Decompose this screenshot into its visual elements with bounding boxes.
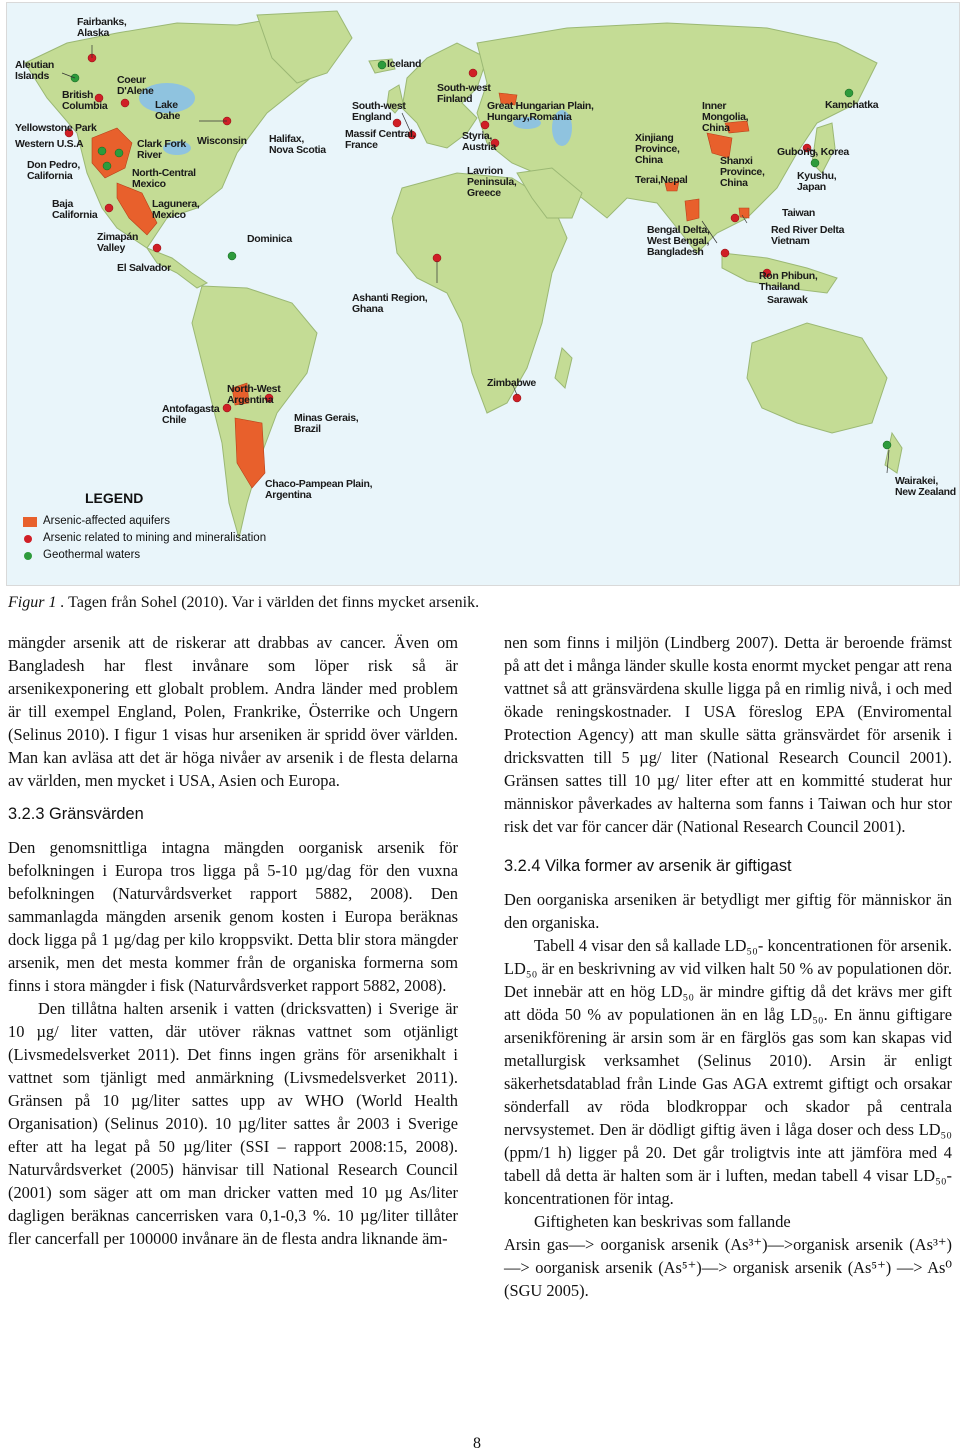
map-label-western-usa: Western U.S.A <box>15 138 84 150</box>
geothermal-dot <box>883 441 891 449</box>
map-label-sw-england: South-west England <box>352 100 406 123</box>
geothermal-dot <box>98 147 106 155</box>
paragraph: Den genomsnittliga intagna mängden oorganisk arsenik för befolkningen i Europa tros ligga på 5-10 µg/dag för den vuxna befolkningen (Naturvårdsverket rapport 5882, 2008). Den sammanlagda mängden arsenik genom kosten i Europa beräknas dock ligga på 1 µg/dag per kilo kroppsvikt. Detta blir stora mängder arsenik, men det mesta kommer från de organiska formerna som finns i stora mängder i fisk (Naturvårdsverket rapport 5882, 2008). <box>8 838 458 995</box>
map-label-zimapan: Zimapán Valley <box>97 231 139 254</box>
mining-dot <box>105 204 113 212</box>
geothermal-dot <box>228 252 236 260</box>
map-label-wairakei: Wairakei, New Zealand <box>895 475 956 498</box>
map-label-fairbanks: Fairbanks, Alaska <box>77 16 127 39</box>
map-label-sarawak: Sarawak <box>767 294 808 306</box>
legend-label: Arsenic related to mining and mineralisation <box>43 532 267 544</box>
map-label-aleutian: Aleutian Islands <box>15 59 55 82</box>
mining-dot <box>731 214 739 222</box>
map-label-bengal: Bengal Delta, West Bengal, Bangladesh <box>647 224 710 258</box>
geothermal-dot <box>845 89 853 97</box>
world-map-figure <box>6 2 960 586</box>
mining-dot <box>121 99 129 107</box>
map-label-sw-finland: South-west Finland <box>437 82 491 105</box>
map-label-antofagasta: Antofagasta Chile <box>162 403 220 426</box>
map-label-inner-mongolia: Inner Mongolia, China <box>702 100 749 134</box>
map-label-red-river: Red River Delta Vietnam <box>771 224 845 247</box>
page-number: 8 <box>473 1435 481 1452</box>
right-column <box>504 631 952 1302</box>
paragraph: Giftigheten kan beskrivas som fallande <box>534 1212 791 1231</box>
map-label-lagunera: Lagunera, Mexico <box>152 198 200 221</box>
map-label-terai: Terai,Nepal <box>635 174 688 186</box>
section-heading: 3.2.3 Gränsvärden <box>8 805 144 823</box>
legend-item-mining <box>15 531 375 548</box>
aquifer-bengal <box>685 199 699 221</box>
map-label-nw-argentina: North-West Argentina <box>227 383 281 406</box>
mining-dot <box>513 394 521 402</box>
paragraph: Arsin gas—> oorganisk arsenik (As³⁺)—>organisk arsenik (As³⁺)—> oorganisk arsenik (As⁵⁺)—> organisk arsenik (As⁵⁺) —> As⁰ (SGU 2005). <box>504 1235 952 1300</box>
map-label-yellowstone: Yellowstone Park <box>15 122 97 134</box>
paragraph: Den oorganiska arseniken är betydligt mer giftig för människor än den organiska. <box>504 890 952 932</box>
map-label-xinjiang: Xinjiang Province, China <box>635 132 680 166</box>
mining-dot <box>721 249 729 257</box>
paragraph: Tabell 4 visar den så kallade LD₅₀- koncentrationen för arsenik. LD₅₀ är en beskrivning av vid vilken halt 50 % av populationen dör. Det innebär att en hög LD₅₀ är mindre giftig då det krävs mer gift att döda 50 % av populationen än en låg LD₅₀. En ännu giftigare arsenikförening är arsin som är en färglös gas som kan skapas vid metallurgisk verksamhet (Selinus 2010). Arsin är enligt säkerhetsdatablad från Linde Gas AGA extremt giftigt och orsakar sönderfall av röda blodkroppar och skador på centrala nervsystemet. Den är dödligt giftig även i låga doser och dess LD₅₀ (ppm/1 h) ligger på 20. Det går troligtvis inte att jämföra med 4 tabell då detta är halten som är i luften, medan tabell 4 visar LD₅₀- koncentrationen för intag. <box>504 936 952 1208</box>
aquifer-red-river <box>739 208 749 218</box>
caption-text: Tagen från Sohel (2010). Var i världen det finns mycket arsenik. <box>64 594 480 611</box>
madagascar-landmass <box>555 348 572 388</box>
map-label-don-pedro: Don Pedro, California <box>27 159 81 182</box>
caption-label: Figur 1 . <box>8 594 65 611</box>
map-label-wisconsin: Wisconsin <box>197 135 247 147</box>
section-heading: 3.2.4 Vilka former av arsenik är giftigast <box>504 857 792 875</box>
paragraph: Den tillåtna halten arsenik i vatten (dricksvatten) i Sverige är 10 µg/ liter vatten, där utöver räknas vattnet som otjänligt (Livsmedelsverket 2011). Det finns ingen gräns för arsenikhalt i vattnet som tjänligt med anmärkning (Livsmedelsverket 2011). Gränsen på 10 µg/liter sattes upp av WHO (World Health Organisation) (Selinus 2010). 10 µg/liter sattes år 2003 i Sverige efter att ha legat på 50 µg/liter (SSI – rapport 2008:15, 2008). Naturvårdsverket (2005) hänvisar till National Research Council (2001) som säger att om man dricker vatten med 10 µg As/liter dagligen beräknas cancerrisken vara 0,1-0,3 %. 10 µg/liter tillåter fler cancerfall per 100000 invånare än de flesta andra liknande äm- <box>8 999 458 1248</box>
map-label-ashanti: Ashanti Region, Ghana <box>352 292 428 315</box>
figure-caption <box>8 594 479 612</box>
map-label-north-central: North-Central Mexico <box>132 167 196 190</box>
map-label-halifax: Halifax, Nova Scotia <box>269 133 326 156</box>
map-label-gubong: Gubong, Korea <box>777 146 849 158</box>
map-label-iceland: Iceland <box>387 58 422 70</box>
mining-dot <box>153 244 161 252</box>
legend-title: LEGEND <box>85 490 144 506</box>
map-label-clark-fork: Clark Fork River <box>137 138 186 161</box>
map-label-el-salvador: El Salvador <box>117 262 171 274</box>
map-label-kamchatka: Kamchatka <box>825 99 879 111</box>
australia-landmass <box>747 323 887 433</box>
map-label-shanxi: Shanxi Province, China <box>720 155 765 189</box>
map-label-dominica: Dominica <box>247 233 292 245</box>
map-label-kyushu: Kyushu, Japan <box>797 170 837 193</box>
legend-label: Geothermal waters <box>43 549 141 561</box>
map-label-great-hungarian: Great Hungarian Plain, Hungary,Romania <box>487 100 594 123</box>
legend-label: Arsenic-affected aquifers <box>43 515 170 527</box>
mining-dot <box>469 69 477 77</box>
geothermal-dot <box>378 61 386 69</box>
map-label-taiwan: Taiwan <box>782 207 816 219</box>
red-dot-icon <box>23 534 37 544</box>
legend-item-aquifers <box>15 514 375 531</box>
mining-dot <box>433 254 441 262</box>
geothermal-dot <box>811 159 819 167</box>
map-label-lake-oahe: Lake Oahe <box>155 99 181 122</box>
map-legend <box>15 490 375 565</box>
green-dot-icon <box>23 551 37 561</box>
geothermal-dot <box>115 149 123 157</box>
map-label-ron-phibun: Ron Phibun, Thailand <box>759 270 818 293</box>
left-column <box>8 631 458 1250</box>
map-label-lavrion: Lavrion Peninsula, Greece <box>467 165 517 199</box>
map-label-baja: Baja California <box>52 198 98 221</box>
map-label-massif: Massif Central, France <box>345 128 416 151</box>
map-label-coeur: Coeur D'Alene <box>117 74 154 97</box>
paragraph: nen som finns i miljön (Lindberg 2007). Detta är beroende främst på att det i många länder skulle kosta enormt mycket pengar att rena vattnet så att gränsvärdena skulle ligga på en rimlig nivå, i och med ökade reningskostnader. I USA föreslog EPA (Enviromental Protection Agency) att man skulle sätta gränsvärdet för arsenik i dricksvatten till 5 µg/ liter (National Research Council 2001). Gränsen sattes till 10 µg/ liter efter att en kommitté studerat hur människor påverkades av halterna som fanns i Taiwan och hur stor risk det var för cancer där (National Research Council 2001). <box>504 633 952 836</box>
paragraph: mängder arsenik att de riskerar att drabbas av cancer. Även om Bangladesh har flest invånare som löper risk så är arsenikexponering ett globalt problem. Andra länder med problem är till exempel England, Polen, Frankrike, Österrike och Ungern (Selinus 2010). I figur 1 visas hur arseniken är spridd över världen. Man kan avläsa att det är höga nivåer av arsenik i de flesta delarna av världen, men mycket i USA, Asien och Europa. <box>8 633 458 790</box>
geothermal-dot <box>103 162 111 170</box>
legend-item-geothermal <box>15 548 375 565</box>
map-label-minas: Minas Gerais, Brazil <box>294 412 359 435</box>
aquifer-swatch-icon <box>23 517 37 527</box>
map-label-styria: Styria, Austria <box>462 130 497 153</box>
map-label-chaco: Chaco-Pampean Plain, Argentina <box>265 478 373 501</box>
map-label-british-columbia: British Columbia <box>62 89 108 112</box>
map-label-zimbabwe: Zimbabwe <box>487 377 536 389</box>
